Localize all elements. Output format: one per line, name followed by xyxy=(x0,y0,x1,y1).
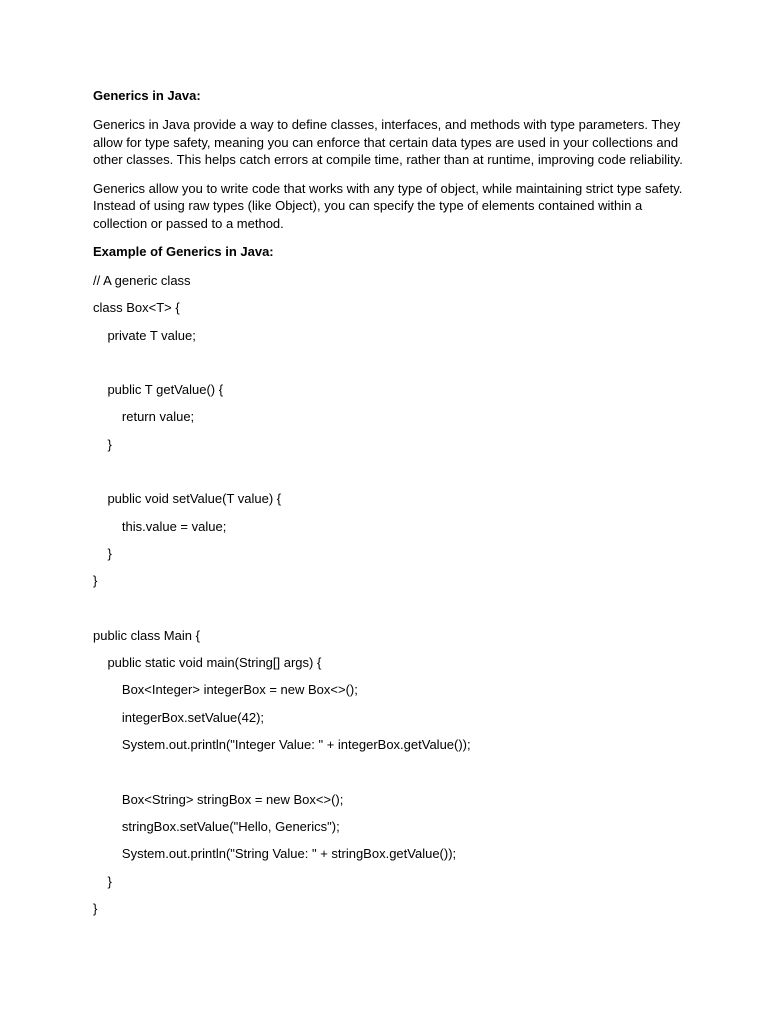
code-line: System.out.println("Integer Value: " + integerBox.getValue()); xyxy=(93,737,471,753)
example-heading: Example of Generics in Java: xyxy=(93,244,274,259)
code-line: // A generic class xyxy=(93,273,191,288)
code-line: integerBox.setValue(42); xyxy=(93,709,265,725)
code-line xyxy=(93,354,688,381)
code-line: public T getValue() { xyxy=(93,382,224,398)
code-line: public static void main(String[] args) { xyxy=(93,655,322,671)
code-line: Box<Integer> integerBox = new Box<>(); xyxy=(93,682,358,698)
code-line: } xyxy=(93,573,98,589)
code-line: stringBox.setValue("Hello, Generics"); xyxy=(93,818,340,834)
code-line: } xyxy=(93,873,112,889)
code-line: System.out.println("String Value: " + stringBox.getValue()); xyxy=(93,846,457,862)
code-line: public class Main { xyxy=(93,627,200,643)
code-line: return value; xyxy=(93,409,195,425)
code-line: } xyxy=(93,900,98,916)
code-line xyxy=(93,463,688,490)
code-line xyxy=(93,600,688,627)
code-line: } xyxy=(93,436,112,452)
code-line: } xyxy=(93,545,112,561)
code-line: Box<String> stringBox = new Box<>(); xyxy=(93,791,344,807)
code-line: public void setValue(T value) { xyxy=(93,491,282,507)
second-paragraph: Generics allow you to write code that works with any type of object, while maintaining strict type safety. Instead of using raw types (like Object), you can specify the type of elements contained within a collection or passed to a method. xyxy=(93,180,683,231)
code-line: this.value = value; xyxy=(93,518,227,534)
code-block xyxy=(93,272,688,927)
code-line xyxy=(93,763,688,790)
code-line: class Box<T> { xyxy=(93,300,180,316)
section-heading: Generics in Java: xyxy=(93,88,201,103)
code-line: private T value; xyxy=(93,327,196,343)
intro-paragraph: Generics in Java provide a way to define classes, interfaces, and methods with type parameters. They allow for type safety, meaning you can enforce that certain data types are used in your collections and other classes. This helps catch errors at compile time, rather than at runtime, improving code reliability. xyxy=(93,117,683,167)
